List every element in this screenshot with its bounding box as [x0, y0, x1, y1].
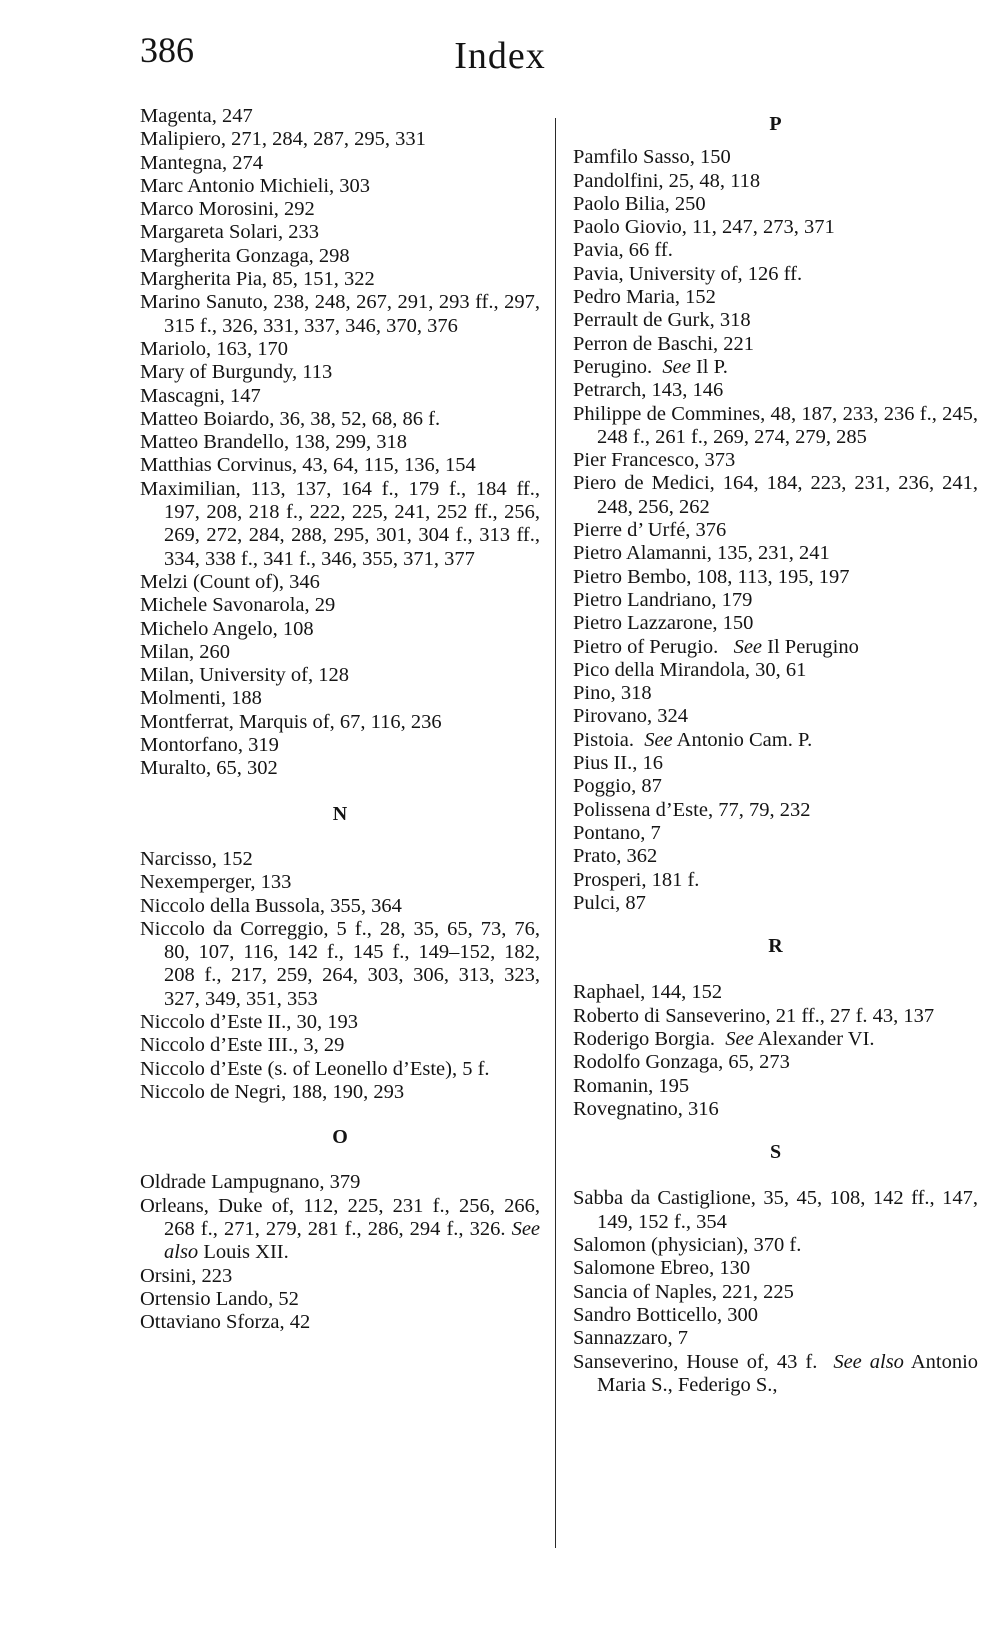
- index-entry: Pirovano, 324: [573, 705, 689, 728]
- index-entry: Mantegna, 274: [140, 151, 263, 174]
- index-entry: Narcisso, 152: [140, 847, 253, 870]
- index-entry: Orleans, Duke of, 112, 225, 231 f., 256, 266, 268 f., 271, 279, 281 f., 286, 294 f., 326. See also Louis XII.: [140, 1194, 541, 1264]
- index-entry: Pietro Alamanni, 135, 231, 241: [573, 542, 830, 565]
- index-entry: Pico della Mirandola, 30, 61: [573, 658, 807, 681]
- index-entry: Paolo Giovio, 11, 247, 273, 371: [573, 216, 835, 239]
- index-entry: Matthias Corvinus, 43, 64, 115, 136, 154: [140, 454, 476, 477]
- index-entry: Pandolfini, 25, 48, 118: [573, 169, 761, 192]
- index-entry: Niccolo d’Este (s. of Leonello d’Este), 5 f.: [140, 1057, 490, 1080]
- index-entry: Marino Sanuto, 238, 248, 267, 291, 293 ff., 297, 315 f., 326, 331, 337, 346, 370, 376: [140, 291, 540, 337]
- page-title: Index: [454, 35, 546, 77]
- index-entry: Pietro Lazzarone, 150: [573, 612, 754, 635]
- index-entry: Rovegnatino, 316: [573, 1097, 719, 1120]
- index-entry: Margareta Solari, 233: [140, 221, 319, 244]
- index-entry: Sandro Botticello, 300: [573, 1303, 759, 1326]
- index-entry: Margherita Pia, 85, 151, 322: [140, 268, 375, 291]
- index-entry: Niccolo d’Este III., 3, 29: [140, 1034, 345, 1057]
- index-entry: Roberto di Sanseverino, 21 ff., 27 f. 43, 137: [573, 1004, 935, 1027]
- index-entry: Muralto, 65, 302: [140, 757, 278, 780]
- r-entries-a: [573, 981, 978, 1028]
- index-entry: Raphael, 144, 152: [573, 981, 723, 1004]
- letter-heading-o: O: [332, 1126, 348, 1149]
- index-entry: Petrarch, 143, 146: [573, 379, 724, 402]
- index-entry: Perron de Baschi, 221: [573, 332, 755, 355]
- index-entry: Prosperi, 181 f.: [573, 868, 700, 891]
- column-divider: [555, 118, 556, 1548]
- index-entry: Milan, University of, 128: [140, 664, 349, 687]
- index-entry: Romanin, 195: [573, 1074, 690, 1097]
- index-entry: Orsini, 223: [140, 1264, 233, 1287]
- see-also-reference: Louis XII.: [203, 1241, 289, 1264]
- index-entry: Sancia of Naples, 221, 225: [573, 1280, 794, 1303]
- s-entries: [573, 1187, 978, 1350]
- letter-heading-r: R: [768, 935, 783, 958]
- index-entry: Pietro Bembo, 108, 113, 195, 197: [573, 565, 850, 588]
- index-entry: Pavia, 66 ff.: [573, 239, 673, 262]
- index-entry: Matteo Brandello, 138, 299, 318: [140, 431, 408, 454]
- see-also-label: See also: [164, 1218, 541, 1264]
- index-entry-cross-reference: Pietro of Perugio. See Il Perugino: [573, 635, 859, 658]
- index-entry: Michele Savonarola, 29: [140, 594, 336, 617]
- index-entry: Niccolo de Negri, 188, 190, 293: [140, 1080, 405, 1103]
- index-entry: Molmenti, 188: [140, 687, 262, 710]
- index-entry: Rodolfo Gonzaga, 65, 273: [573, 1051, 790, 1074]
- index-entry: Philippe de Commines, 48, 187, 233, 236 f., 245, 248 f., 261 f., 269, 274, 279, 285: [573, 402, 978, 448]
- index-entry: Perrault de Gurk, 318: [573, 309, 751, 332]
- index-entry: Pierre d’ Urfé, 376: [573, 519, 727, 542]
- n-entries: [140, 848, 540, 1104]
- p-entries-d: [573, 752, 978, 915]
- index-entry: Niccolo d’Este II., 30, 193: [140, 1010, 359, 1033]
- index-entry: Poggio, 87: [573, 775, 662, 798]
- p-entries-a: [573, 146, 978, 356]
- letter-heading-s: S: [769, 1141, 782, 1164]
- m-entries: [140, 105, 540, 781]
- index-entry: Pulci, 87: [573, 891, 646, 914]
- index-entry: Niccolo della Bussola, 355, 364: [140, 894, 402, 917]
- left-column: [140, 105, 540, 1335]
- index-entry: Pontano, 7: [573, 821, 661, 844]
- index-entry: Sannazzaro, 7: [573, 1327, 688, 1350]
- index-entry: Malipiero, 271, 284, 287, 295, 331: [140, 128, 426, 151]
- index-entry: Niccolo da Correggio, 5 f., 28, 35, 65, 73, 76, 80, 107, 116, 142 f., 145 f., 149–152, 182, 208 f., 217, 259, 264, 303, 306, 313, 323, 327, 349, 351, 353: [140, 917, 540, 1010]
- index-entry: Matteo Boiardo, 36, 38, 52, 68, 86 f.: [140, 407, 441, 430]
- index-entry-cross-reference: Perugino. See Il P.: [573, 355, 728, 378]
- index-entry: Ortensio Lando, 52: [140, 1287, 299, 1310]
- index-entry: Pier Francesco, 373: [573, 449, 736, 472]
- o-entries: [140, 1171, 540, 1334]
- index-entry: Montorfano, 319: [140, 734, 279, 757]
- index-entry-cross-reference: Sanseverino, House of, 43 f. See also Antonio Maria S., Federigo S.,: [573, 1350, 979, 1396]
- index-entry: Pavia, University of, 126 ff.: [573, 262, 803, 285]
- letter-heading-p: P: [769, 113, 782, 135]
- index-entry: Pino, 318: [573, 682, 652, 705]
- index-entry: Ottaviano Sforza, 42: [140, 1311, 311, 1334]
- index-entry: Polissena d’Este, 77, 79, 232: [573, 798, 811, 821]
- index-entry-cross-reference: Roderigo Borgia. See Alexander VI.: [573, 1027, 875, 1050]
- index-entry-cross-reference: Pistoia. See Antonio Cam. P.: [573, 728, 813, 751]
- index-entry: Magenta, 247: [140, 105, 253, 127]
- index-entry: Sabba da Castiglione, 35, 45, 108, 142 ff., 147, 149, 152 f., 354: [573, 1187, 978, 1233]
- index-entry: Marc Antonio Michieli, 303: [140, 174, 371, 197]
- p-entries-b: [573, 379, 978, 635]
- index-entry: Margherita Gonzaga, 298: [140, 244, 350, 267]
- index-entry: Salomone Ebreo, 130: [573, 1257, 751, 1280]
- index-entry: Mascagni, 147: [140, 384, 261, 407]
- right-column: [573, 105, 978, 1397]
- index-entry: Pamfilo Sasso, 150: [573, 146, 731, 169]
- r-entries-b: [573, 1051, 978, 1121]
- p-entries-c: [573, 659, 978, 729]
- index-entry: Mary of Burgundy, 113: [140, 361, 333, 384]
- index-entry: Nexemperger, 133: [140, 871, 292, 894]
- index-entry: Michelo Angelo, 108: [140, 617, 314, 640]
- index-entry: Melzi (Count of), 346: [140, 570, 320, 593]
- index-entry: Pietro Landriano, 179: [573, 588, 753, 611]
- index-entry: Maximilian, 113, 137, 164 f., 179 f., 184 ff., 197, 208, 218 f., 222, 225, 241, 252 ff., 256, 269, 272, 284, 288, 295, 301, 304 f., 313 ff., 334, 338 f., 341 f., 346, 355, 371, 377: [140, 477, 540, 570]
- index-entry: Salomon (physician), 370 f.: [573, 1234, 802, 1257]
- index-entry: Paolo Bilia, 250: [573, 192, 706, 215]
- index-entry: Milan, 260: [140, 640, 230, 663]
- index-entry: Prato, 362: [573, 845, 658, 868]
- index-entry: Mariolo, 163, 170: [140, 337, 289, 360]
- index-entry: Pius II., 16: [573, 752, 663, 775]
- index-entry: Piero de Medici, 164, 184, 223, 231, 236, 241, 248, 256, 262: [573, 472, 978, 518]
- page-number: 386: [140, 30, 194, 70]
- index-entry: Pedro Maria, 152: [573, 286, 716, 309]
- letter-heading-n: N: [332, 802, 348, 825]
- index-entry: Marco Morosini, 292: [140, 198, 315, 221]
- index-entry: Montferrat, Marquis of, 67, 116, 236: [140, 710, 442, 733]
- index-entry: Oldrade Lampugnano, 379: [140, 1171, 361, 1194]
